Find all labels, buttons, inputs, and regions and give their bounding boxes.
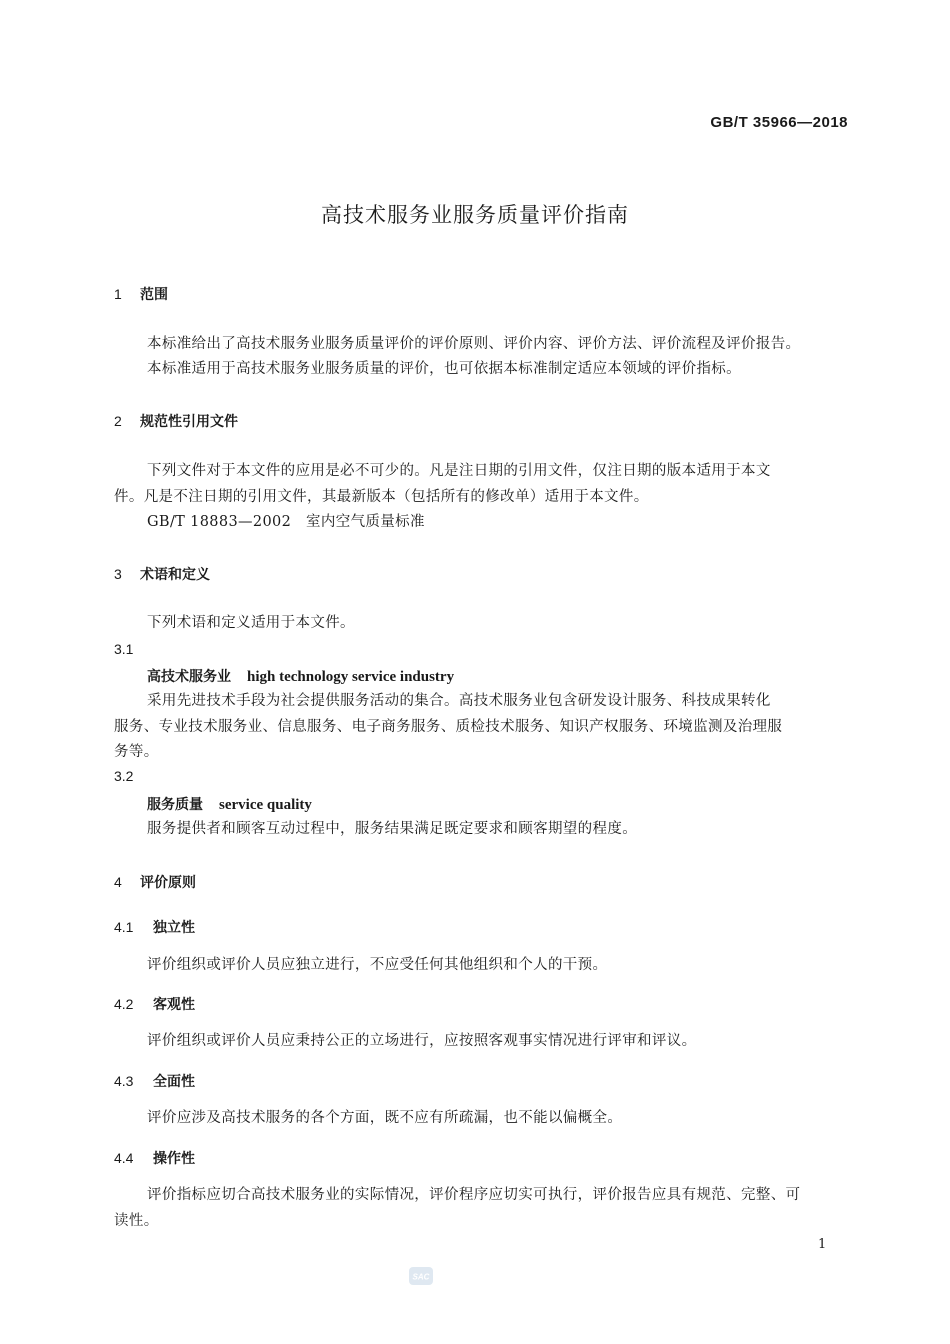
section-number: 4.4: [114, 1150, 134, 1166]
section-1-heading: [114, 284, 168, 304]
section-number: 1: [114, 286, 122, 302]
section-title: 客观性: [153, 997, 195, 1013]
subsection-4-1-heading: [114, 917, 195, 937]
document-title: 高技术服务业服务质量评价指南: [321, 203, 629, 227]
page-number: 1: [818, 1237, 827, 1252]
section-number: 3: [114, 566, 122, 582]
term-english: high technology service industry: [247, 669, 455, 685]
term-number: 3.2: [114, 768, 134, 784]
paragraph: 评价应涉及高技术服务的各个方面，既不应有所疏漏，也不能以偏概全。: [147, 1110, 623, 1126]
section-title: 术语和定义: [140, 567, 210, 583]
paragraph: 读性。: [114, 1213, 159, 1229]
paragraph: 本标准给出了高技术服务业服务质量评价的评价原则、评价内容、评价方法、评价流程及评价报告。: [147, 336, 801, 352]
section-title: 评价原则: [140, 875, 196, 891]
term-definition: 采用先进技术手段为社会提供服务活动的集合。高技术服务业包含研发设计服务、科技成果转化: [147, 693, 771, 709]
term-number: 3.1: [114, 641, 134, 657]
section-number: 4.3: [114, 1073, 134, 1089]
term-english: service quality: [219, 797, 312, 813]
section-title: 范围: [140, 287, 168, 303]
section-number: 4.2: [114, 996, 134, 1012]
term-definition: 服务提供者和顾客互动过程中，服务结果满足既定要求和顾客期望的程度。: [147, 821, 638, 837]
section-number: 4: [114, 874, 122, 890]
subsection-4-2-heading: [114, 994, 195, 1014]
section-3-heading: [114, 564, 210, 584]
section-number: 4.1: [114, 919, 134, 935]
paragraph: 下列术语和定义适用于本文件。: [147, 615, 355, 631]
paragraph: 评价组织或评价人员应独立进行，不应受任何其他组织和个人的干预。: [147, 957, 608, 973]
section-title: 操作性: [153, 1151, 195, 1167]
section-title: 独立性: [153, 920, 195, 936]
section-4-heading: [114, 872, 196, 892]
paragraph: 评价指标应切合高技术服务业的实际情况，评价程序应切实可执行，评价报告应具有规范、完整、可: [147, 1187, 801, 1203]
section-title: 全面性: [153, 1074, 195, 1090]
sac-logo-icon: [408, 1266, 434, 1286]
term-entry: [147, 666, 454, 686]
paragraph: 评价组织或评价人员应秉持公正的立场进行，应按照客观事实情况进行评审和评议。: [147, 1033, 697, 1049]
term-definition: 服务、专业技术服务业、信息服务、电子商务服务、质检技术服务、知识产权服务、环境监测及治理服: [114, 719, 783, 735]
normative-reference: GB/T 18883—2002 室内空气质量标准: [147, 514, 425, 530]
subsection-4-3-heading: [114, 1071, 195, 1091]
subsection-4-4-heading: [114, 1148, 195, 1168]
paragraph: 本标准适用于高技术服务业服务质量的评价，也可依据本标准制定适应本领域的评价指标。: [147, 361, 741, 377]
term-chinese: 服务质量: [147, 797, 203, 813]
logo-text: SAC: [412, 1272, 430, 1282]
term-chinese: 高技术服务业: [147, 669, 231, 685]
section-number: 2: [114, 413, 122, 429]
term-entry: [147, 794, 312, 814]
standard-code: GB/T 35966—2018: [710, 114, 848, 131]
paragraph: 下列文件对于本文件的应用是必不可少的。凡是注日期的引用文件，仅注日期的版本适用于本文: [147, 463, 771, 479]
section-2-heading: [114, 411, 238, 431]
term-definition: 务等。: [114, 744, 159, 760]
section-title: 规范性引用文件: [140, 414, 238, 430]
paragraph: 件。凡是不注日期的引用文件，其最新版本（包括所有的修改单）适用于本文件。: [114, 489, 649, 505]
